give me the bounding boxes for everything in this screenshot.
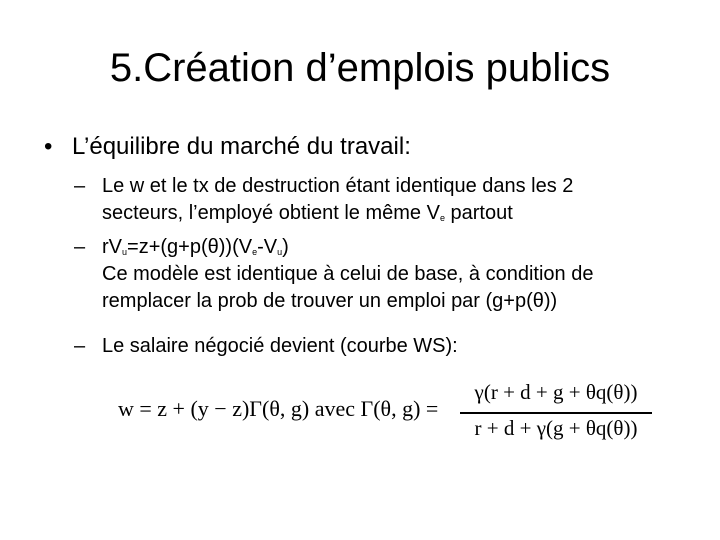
fraction-bar [460,412,652,414]
subbullet-2-equation-line [102,234,593,261]
subbullet-2-line-3: remplacer la prob de trouver un emploi par (g+p(θ)) [102,290,558,312]
formula-lhs: w = z + (y − z)Γ(θ, g) avec Γ(θ, g) = [118,396,439,421]
subbullet-2-line-2: Ce modèle est identique à celui de base, à condition de [102,263,594,285]
ws-formula [118,378,658,448]
bullet-mark: • [44,133,53,160]
subscript-u: u [277,247,283,257]
text-segment: partout [444,202,513,224]
main-bullet-text: L’équilibre du marché du travail: [72,133,411,160]
dash-mark: – [74,335,86,357]
formula-numerator: γ(r + d + g + θq(θ)) [474,380,638,404]
text-segment: rV [102,236,122,258]
slide-title: 5.Création d’emplois publics [109,46,611,90]
subbullet-1-line-2 [102,200,573,227]
subscript-e: e [439,213,445,223]
subbullet-1-line-1: Le w et le tx de destruction étant identique dans les 2 [102,175,574,197]
text-segment: =z+(g+p(θ))(V [127,236,253,258]
dash-mark: – [74,175,86,197]
subscript-u: u [122,247,128,257]
formula-denominator: r + d + γ(g + θq(θ)) [474,416,638,440]
dash-mark: – [74,236,86,258]
text-segment: ) [282,236,289,258]
text-segment: -V [257,236,278,258]
text-segment: secteurs, l’employé obtient le même V [102,202,440,224]
subbullet-3-text: Le salaire négocié devient (courbe WS): [102,335,458,357]
subscript-e: e [252,247,258,257]
